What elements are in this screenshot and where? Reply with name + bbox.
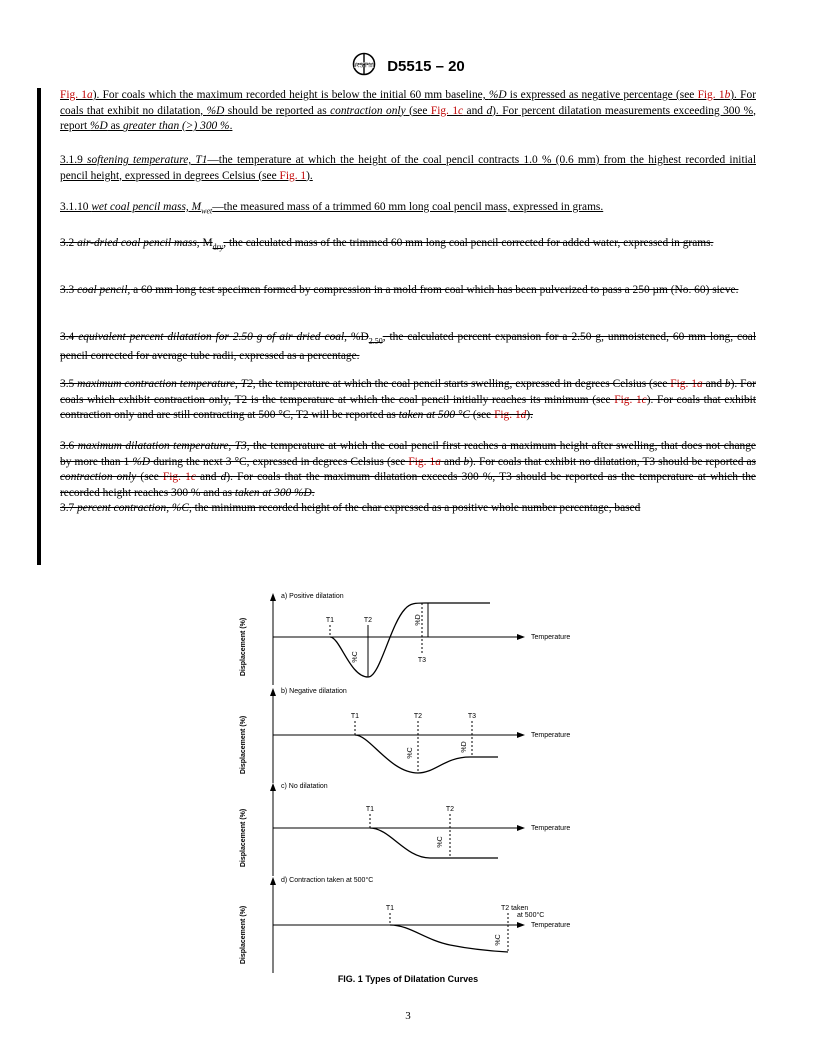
- text-run: 3.1.9: [60, 154, 88, 166]
- text-run: the minimum recorded height of the char expressed as a positive whole number percentage, based: [191, 502, 641, 514]
- figure-1-dilatation-curves: [230, 585, 630, 985]
- text-run: 3.5: [60, 378, 78, 390]
- label-pd: %D: [461, 741, 468, 753]
- label-pc: %C: [352, 651, 359, 663]
- label-pd: %D: [415, 614, 422, 626]
- paragraph: [60, 330, 756, 364]
- y-axis-arrow-icon: [270, 593, 276, 601]
- x-axis-label: Temperature: [531, 825, 571, 832]
- text-run: as: [107, 120, 123, 132]
- figure-link[interactable]: a: [87, 89, 93, 101]
- text-run: should be reported as: [224, 104, 331, 117]
- text-run: and: [440, 455, 464, 468]
- text-run: coal pencil,: [77, 284, 131, 296]
- text-run: ).: [306, 169, 313, 182]
- figure-link[interactable]: a: [435, 455, 441, 468]
- text-run: taken at 300 %D: [234, 486, 312, 499]
- text-run: 3.2: [60, 237, 78, 249]
- label-t3: T3: [417, 657, 427, 664]
- curve-b: [355, 735, 498, 773]
- paragraph: [60, 283, 756, 299]
- text-run: d: [486, 104, 493, 117]
- svg-text:ASTM: ASTM: [354, 62, 375, 70]
- text-run: contraction only: [330, 104, 406, 117]
- label-t3: T3: [467, 713, 477, 720]
- text-run: %D: [132, 455, 151, 468]
- text-run: .: [311, 486, 315, 499]
- label-pc: %C: [437, 836, 444, 848]
- paragraph: [60, 88, 756, 135]
- y-axis-arrow-icon: [270, 877, 276, 885]
- text-run: percent contraction, %C,: [77, 502, 192, 514]
- label-t1: T1: [365, 806, 375, 813]
- text-run: %D: [347, 331, 369, 343]
- figure-link[interactable]: Fig. 1: [614, 393, 642, 406]
- paragraph: [60, 236, 756, 255]
- x-axis-arrow-icon: [517, 732, 525, 738]
- text-run: %D: [90, 120, 108, 132]
- label-t2-taken: T2 taken: [501, 905, 529, 912]
- text-run: during the next 3 °C, expressed in degrees Celsius (see: [150, 455, 409, 468]
- figure-link[interactable]: d: [520, 409, 527, 421]
- text-run: and: [702, 378, 725, 390]
- text-run: 3.4: [60, 331, 79, 343]
- text-run: ). For coals that the maximum dilatation exceeds 300 %, T3 should be reported as the temperature at which the recorded height reaches 300 % and as: [60, 471, 756, 499]
- text-run: 3.3: [60, 284, 78, 296]
- text-run: %D: [488, 89, 507, 101]
- y-axis-arrow-icon: [270, 783, 276, 791]
- text-run: ).: [526, 409, 534, 421]
- x-axis-arrow-icon: [517, 825, 525, 831]
- revision-change-bar: [37, 88, 41, 565]
- y-axis-label: Displacement (%): [240, 905, 247, 965]
- paragraph: [60, 501, 756, 517]
- figure-link[interactable]: Fig. 1: [60, 89, 87, 101]
- label-t1: T1: [350, 713, 360, 720]
- text-run: 3.6: [60, 440, 78, 452]
- text-run: ). For coals that exhibit contraction only and are still contracting at 500 °C, T2 will be reported as: [60, 393, 756, 421]
- label-t2: T2: [445, 806, 455, 813]
- curve-c: [370, 828, 498, 858]
- text-run: ). For percent dilatation measurements exceeding 300 %, report: [60, 104, 756, 132]
- text-run: maximum contraction temperature, T2,: [77, 378, 256, 390]
- standard-designation: D5515 – 20: [387, 58, 465, 75]
- figure-link[interactable]: Fig. 1: [279, 169, 307, 182]
- figure-link[interactable]: c: [641, 393, 647, 406]
- text-run: , the calculated mass of the trimmed 60 mm long coal pencil corrected for added water, expressed in grams.: [223, 237, 714, 249]
- figure-link[interactable]: c: [458, 104, 464, 117]
- paragraph: [60, 377, 756, 424]
- text-run: air-dried coal pencil mass,: [77, 237, 200, 249]
- text-run: 2.50: [368, 336, 383, 346]
- paragraph: [60, 439, 756, 501]
- text-run: a 60 mm long test specimen formed by compression in a mold from coal which has been pulverized to pass a 250 µm (No. 60) sieve.: [130, 284, 739, 296]
- x-axis-arrow-icon: [517, 634, 525, 640]
- text-run: wet coal pencil mass, M: [91, 201, 202, 213]
- figure-link[interactable]: b: [724, 89, 731, 101]
- text-run: dry: [212, 242, 224, 252]
- text-run: %D: [206, 104, 225, 117]
- x-axis-label: Temperature: [531, 634, 571, 641]
- figure-link[interactable]: Fig. 1: [162, 471, 191, 483]
- paragraph: [60, 200, 756, 219]
- label-pc: %C: [495, 934, 502, 946]
- text-run: ). For coals which the maximum recorded height is below the initial 60 mm baseline,: [92, 89, 489, 101]
- text-run: and: [463, 104, 487, 117]
- label-at-500: at 500°C: [517, 912, 545, 919]
- text-run: contraction only: [60, 471, 137, 483]
- label-pc: %C: [407, 747, 414, 759]
- text-run: the temperature at which the coal pencil first reaches a maximum height after swelling, that does not change by more than 1: [60, 440, 756, 468]
- figure-link[interactable]: a: [696, 378, 703, 390]
- curve-d: [390, 925, 508, 952]
- text-run: is expressed as negative percentage (see: [506, 89, 698, 101]
- y-axis-label: Displacement (%): [240, 617, 247, 677]
- text-run: , the calculated percent expansion for a 2.50 g, unmoistened, 60 mm long, coal pencil corrected for average tube radii, expressed as a percentage.: [60, 331, 757, 362]
- text-run: ). For coals that exhibit no dilatation,: [60, 89, 756, 117]
- figure-link[interactable]: Fig. 1: [408, 455, 436, 468]
- panel-title: b) Negative dilatation: [281, 688, 347, 695]
- text-run: wet: [201, 206, 213, 216]
- panel-title: d) Contraction taken at 500°C: [281, 877, 374, 884]
- text-run: and: [195, 471, 221, 483]
- figure-link[interactable]: Fig. 1: [430, 104, 459, 117]
- text-run: (see: [405, 104, 431, 117]
- text-run: greater than (>) 300 %: [122, 120, 230, 132]
- x-axis-arrow-icon: [517, 922, 525, 928]
- text-run: —the measured mass of a trimmed 60 mm long coal pencil mass, expressed in grams.: [212, 201, 604, 213]
- text-run: the temperature at which the coal pencil starts swelling, expressed in degrees Celsius (see: [255, 378, 671, 390]
- text-run: ). For coals which exhibit contraction only, T2 is the temperature at which the coal pencil initially reaches its minimum (see: [60, 378, 756, 406]
- panel-title: a) Positive dilatation: [281, 593, 344, 600]
- figure-link[interactable]: Fig. 1: [670, 378, 697, 390]
- paragraph: [60, 153, 756, 184]
- label-t1: T1: [385, 905, 395, 912]
- y-axis-arrow-icon: [270, 688, 276, 696]
- text-run: maximum dilatation temperature, T3,: [77, 440, 250, 452]
- label-t1: T1: [325, 617, 335, 624]
- text-run: .: [229, 120, 233, 132]
- text-run: (see: [136, 471, 163, 483]
- figure-caption: FIG. 1 Types of Dilatation Curves: [337, 974, 479, 984]
- page-header: [0, 52, 816, 81]
- x-axis-label: Temperature: [531, 732, 571, 739]
- figure-link[interactable]: Fig. 1: [697, 89, 725, 101]
- label-t2: T2: [413, 713, 423, 720]
- figure-link[interactable]: c: [190, 471, 196, 483]
- x-axis-label: Temperature: [531, 922, 571, 929]
- text-run: softening temperature, T1: [87, 154, 208, 166]
- text-run: b: [463, 455, 470, 468]
- curve-a: [330, 603, 490, 677]
- text-run: equivalent percent dilatation for 2.50 g of air dried coal,: [78, 331, 348, 343]
- astm-logo-icon: [351, 52, 377, 81]
- text-run: taken at 500 °C: [398, 409, 471, 421]
- y-axis-label: Displacement (%): [240, 715, 247, 775]
- text-run: ). For coals that exhibit no dilatation, T3 should be reported as: [469, 455, 756, 468]
- label-t2: T2: [363, 617, 373, 624]
- text-run: —the temperature at which the height of the coal pencil contracts 1.0 % (0.6 mm) from the highest recorded initial pencil height, expressed in degrees Celsius (see: [60, 154, 756, 182]
- panel-title: c) No dilatation: [281, 783, 328, 790]
- text-run: M: [199, 237, 213, 249]
- page-number: 3: [405, 1010, 411, 1022]
- figure-link[interactable]: Fig. 1: [494, 409, 521, 421]
- text-run: d: [220, 471, 227, 483]
- y-axis-label: Displacement (%): [240, 808, 247, 868]
- text-run: (see: [470, 409, 495, 421]
- text-run: 3.7: [60, 502, 78, 514]
- text-run: b: [724, 378, 731, 390]
- text-run: 3.1.10: [60, 201, 92, 213]
